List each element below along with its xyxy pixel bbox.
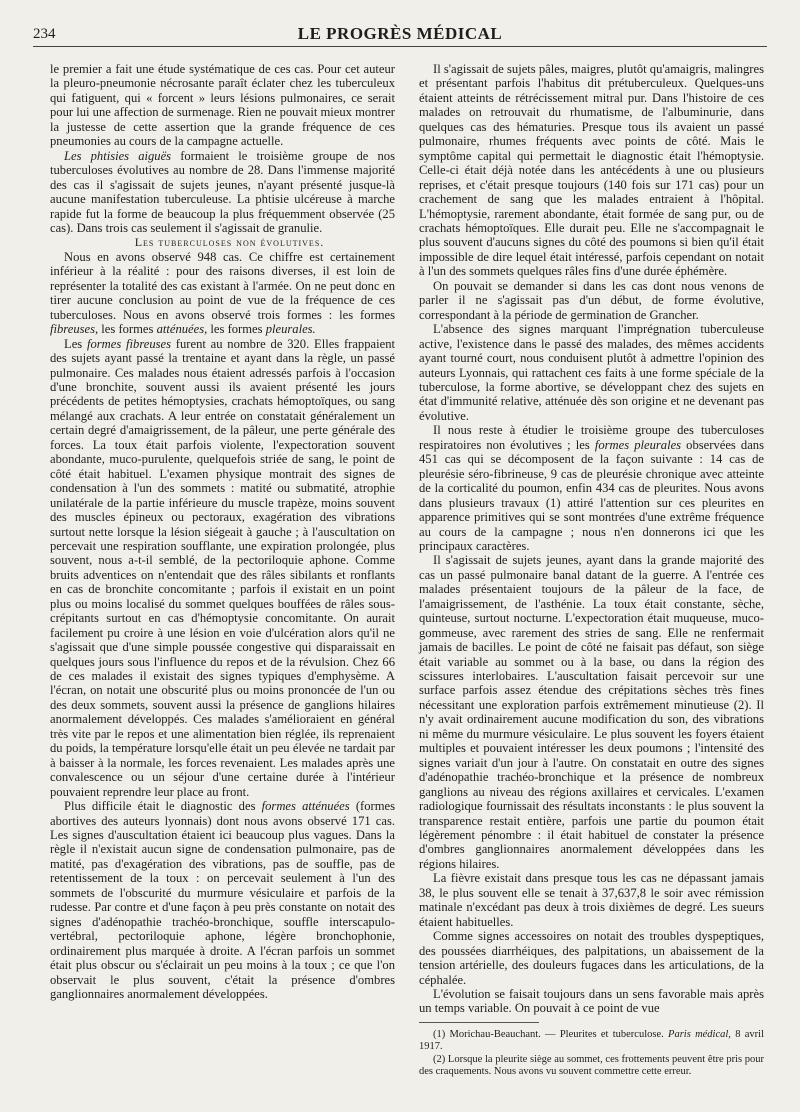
text-run: les formes (98, 322, 157, 337)
emphasis: atténuées, (156, 322, 208, 337)
section-heading: Les tuberculoses non évolutives. (134, 235, 325, 250)
text-run: formaient le troisième groupe de nos tuberculoses évolutives au nombre de 28. Dans l'immense majorité des cas il s'agissait de sujets jeunes, n'ayant présenté jusque-là aucune manifestation tuberculeuse. La phtisie ulcéreuse à marche rapide fut la forme de beaucoup la plus fréquemment observée (25 cas). Dans trois cas seulement il s'agissait de granulie. (50, 148, 395, 235)
emphasis: Les phtisies aiguës (64, 148, 172, 163)
paragraph: On pouvait se demander si dans les cas dont nous venons de parler il ne s'agissait pas d'un début, de forme évolutive, correspondant à la période de germination de Grancher. (419, 278, 764, 322)
paragraph: Il s'agissait de sujets jeunes, ayant dans la grande majorité des cas un passé pulmonaire banal datant de la guerre. A l'entrée ces malades présentaient toujours de la pâleur de la face, de l'amaigrissement, de l'asthénie. La toux était constante, sèche, quinteuse, surtout nocturne. L'expectoration était muqueuse, muco-gommeuse, avec rarement des stries de sang. Elle ne renfermait jamais de bacilles. Le point de côté ne faisait pas défaut, son siège était variable au sommet ou à la base, ou dans la région des scissures interlobaires. L'auscultation faisait percevoir sur une surface parfois assez étendue des crépitations sèches très fines nécessitant une exploration parfois extrêmement minutieuse (2). Il n'y avait ordinairement aucune modification du son, des vibrations ni même du murmure vésiculaire. Le plus souvent les foyers étaient multiples et pouvaient intéresser les deux poumons ; l'intensité des signes variait d'un jour à l'autre. On constatait en outre des signes d'adénopathie trachéo-bronchique et la présence de nombreux ganglions au niveau des régions axillaires et cervicales. L'examen radiologique fournissait des résultats inconstants : le plus souvent la transparence restait entière, parfois une partie du poumon était légèrement pénombre : il était habituel de constater la présence d'ombres ganglionnaires anormalement développées dans les régions hilaires. (419, 553, 764, 871)
paragraph: Il s'agissait de sujets pâles, maigres, plutôt qu'amaigris, malingres et présentant parfois l'habitus dit prétuberculeux. Quelques-uns étaient atteints de rétrécissement mitral pur. Dans l'histoire de ces malades on retrouvait du rhumatisme, de l'albuminurie, dans quelques cas des hématuries. Presque tous ils avaient un passé pulmonaire, rhumes fréquents avec points de côté. Mais le symptôme capital qui permettait le diagnostic était l'hémoptysie. Celle-ci était déjà notée dans les antécédents à une ou plusieurs reprises, et c'était presque toujours (140 fois sur 171 cas) pour un crachement de sang que les malades entraient à l'hôpital. L'hémoptysie, rarement abondante, était formée de sang pur, ou de crachats hémoptoïques. Elle durait peu. Elle ne s'accompagnait le plus souvent d'aucuns signes du côté des poumons si bien qu'il était impossible de dire lequel était intéressé, parfois cependant on notait à l'un des sommets quelques râles fins d'une durée éphémère. (419, 62, 764, 279)
left-column (50, 62, 395, 1001)
text-run: Les (64, 336, 87, 351)
text-run: observées dans 451 cas qui se décomposent de la façon suivante : 14 cas de pleurésie séro-fibrineuse, 9 cas de pleurésie chronique avec atteinte de la corticalité du poumon, enfin 434 cas de pleurites. Nous avons dans plusieurs travaux (1) attiré l'attention sur ces pleurites en apparence primitives qui se sont montrées d'une extrême fréquence au cours de la campagne ; nous n'en donnerons ici que les principaux caractères. (419, 437, 764, 553)
text-run: (1) Morichau-Beauchant. — Pleurites et tuberculose. (433, 1028, 669, 1040)
paragraph (50, 250, 395, 337)
paragraph (50, 337, 395, 800)
paragraph: le premier a fait une étude systématique de ces cas. Pour cet auteur la pleuro-pneumonie nécrosante paraît éclater chez les tuberculeux qui fatiguent, qui « forcent » leurs lésions pulmonaires, ce serait pour lui une affection de surmenage. Rien ne pouvait mieux montrer la justesse de cette assertion que la grande fréquence de ces pneumonies au cours de la campagne actuelle. (50, 62, 395, 149)
text-run: Il nous reste à étudier le troisième groupe des tuberculoses respiratoires non évolutives ; les (419, 423, 764, 452)
page-header (0, 24, 800, 46)
emphasis: formes atténuées (261, 799, 350, 814)
emphasis: fibreuses, (50, 322, 99, 337)
emphasis: formes pleurales (594, 437, 682, 452)
text-run: Plus difficile était le diagnostic des (64, 799, 262, 814)
footnote: (2) Lorsque la pleurite siège au sommet, ces frottements peuvent être pris pour des craquements. Nous avons vu souvent commettre cette erreur. (419, 1053, 764, 1078)
emphasis: formes fibreuses (86, 336, 172, 351)
text-run: furent au nombre de 320. Elles frappaient des sujets ayant passé la trentaine et ayant dans la règle, un passé pulmonaire. Ces malades nous étaient adressés parfois à l'occasion d'une bronchite, souvent aussi ils avaient présenté les jours précédents de petites hémoptysies, crachats hémoptoïques, ou sang mélangé aux crachats. A leur entrée on constatait généralement un certain degré d'amaigrissement, de la pâleur, une perte générale des forces. La toux était parfois violente, l'expectoration souvent abondante, muco-purulente, quelquefois striée de sang, le point de côté était habituel. L'examen physique montrait des signes de condensation à l'un des sommets : matité ou submatité, atrophie unilatérale de la partie inférieure du muscle trapèze, moins souvent des muscles épineux ou pectoraux, exagération des vibrations surtout nette lorsque la lésion siégeait à gauche ; à l'auscultation on percevait une respiration soufflante, une expiration prolongée, plus souvent, nous a-t-il semblé, de la pectoriloquie aphone. Comme bruits adventices on n'entendait que des râles sibilants et ronflants en cas de bronchite concomitante ; parfois il existait en un point plus ou moins localisé du sommet quelques bouffées de râles sous-crépitants surtout en cas d'hémoptysie concomitante. On aurait facilement pu croire à une lésion en voie d'ulcération alors qu'il ne s'agissait que d'une simple poussée congestive qui disparaissait en quelques jours sous l'influence du repos et de la révulsion. Chez 66 de ces malades il existait des signes typiques d'emphysème. A l'écran, on notait une obscurité plus ou moins prononcée de l'un ou des deux sommets, souvent aussi la présence de ganglions hilaires anormalement développés. Ces malades s'amélioraient en général très vite par le repos et une alimentation bien réglée, ils reprenaient du poids, la température lorsqu'elle était un peu élevée ne tardait par à baisser à la normale, les forces revenaient. Les malades après une convalescence ou un séjour d'une certaine durée à l'intérieur pouvaient reprendre leur place au front. (50, 336, 395, 799)
text-run: Nous en avons observé 948 cas. Ce chiffre est certainement inférieur à la réalité : pour des raisons diverses, il est loin de représenter la totalité des cas existant à l'armée. On ne peut donc en tirer aucune conclusion au point de vue de la fréquence de ces tuberculoses. Nous en avons observé trois formes : les formes (50, 249, 395, 322)
paragraph (50, 149, 395, 236)
header-rule (33, 46, 767, 47)
footnote-rule (419, 1022, 539, 1023)
paragraph: L'évolution se faisait toujours dans un sens favorable mais après un temps variable. On pouvait à ce point de vue (419, 987, 764, 1016)
paragraph (50, 799, 395, 1001)
footnote (419, 1029, 764, 1054)
emphasis: Paris médical, (668, 1028, 731, 1040)
text-run: (formes abortives des auteurs lyonnais) dont nous avons observé 171 cas. Les signes d'auscultation étaient ici beaucoup plus vagues. Dans la règle il n'existait aucun signe de condensation pulmonaire, pas de matité, pas d'exagération des vibrations, pas de souffle, pas de retentissement de la toux : on percevait seulement à l'un des sommets de l'obscurité du murmure vésiculaire et parfois de la rudesse. Par contre et d'une façon à peu près constante on notait des signes d'adénopathie trachéo-bronchique, souffle interscapulo-vertébral, pectoriloquie aphone, légère bronchophonie, ordinairement plus marquée à droite. A l'écran parfois un sommet était plus obscur ou s'éclairait un peu moins à la toux ; ce que l'on observait le plus souvent, c'était la présence d'ombres ganglionnaires anormalement développées. (50, 799, 395, 1001)
paragraph (419, 423, 764, 553)
emphasis: pleurales. (265, 322, 316, 337)
text-run: les formes (207, 322, 266, 337)
paragraph: La fièvre existait dans presque tous les cas ne dépassant jamais 38, le plus souvent elle se tenait à 37,637,8 le soir avec rémission matinale n'excédant pas deux à trois dixièmes de degré. Les sueurs étaient habituelles. (419, 871, 764, 929)
paragraph: Comme signes accessoires on notait des troubles dyspeptiques, des poussées diarrhéiques, des palpitations, un abaissement de la tension artérielle, des douleurs fugaces dans les articulations, de la céphalée. (419, 929, 764, 987)
paragraph: L'absence des signes marquant l'imprégnation tuberculeuse active, l'existence dans le passé des malades, des mêmes accidents ayant tourné court, nous conduisent plutôt à admettre l'opinion des auteurs Lyonnais, qui rattachent ces faits à une forme spéciale de la tuberculose, la forme abortive, se développant chez des sujets en état d'immunité relative, atténuée dès son origine et ne devenant pas évolutive. (419, 322, 764, 423)
right-column (419, 62, 764, 1079)
running-title: LE PROGRÈS MÉDICAL (297, 24, 503, 43)
page-number: 234 (33, 26, 56, 42)
text-run: 8 avril 1917. (419, 1028, 764, 1053)
